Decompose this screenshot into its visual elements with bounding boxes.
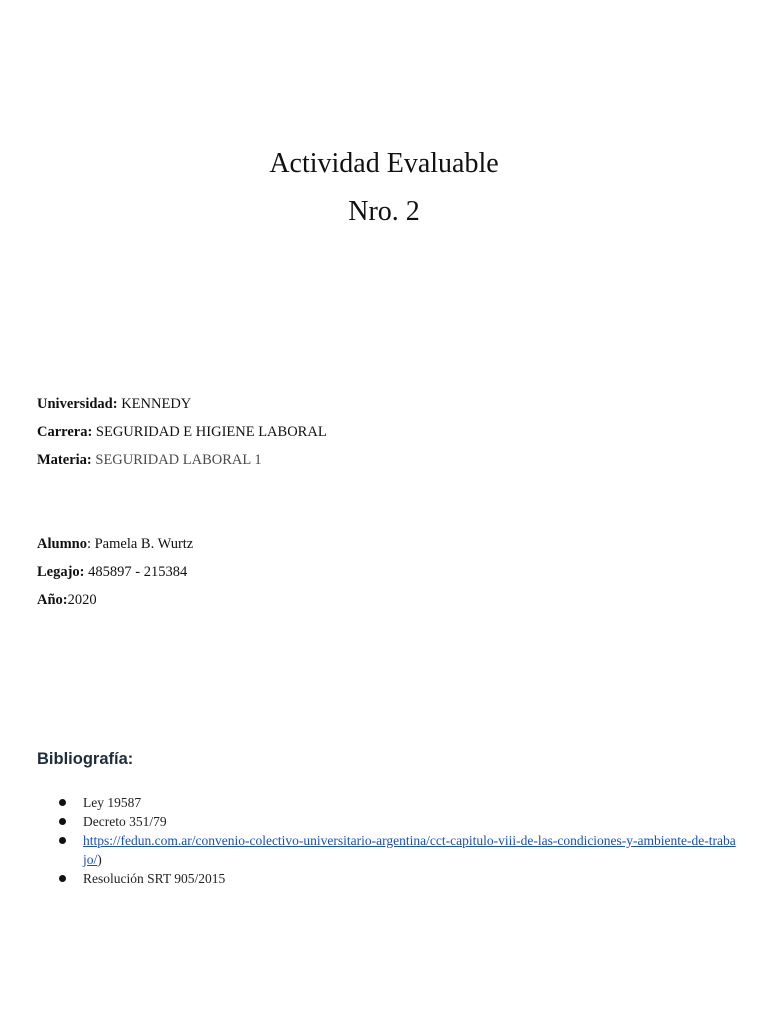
bullet-icon	[59, 837, 66, 844]
carrera-value: SEGURIDAD E HIGIENE LABORAL	[95, 424, 327, 440]
bibliografia-link-suffix: )	[97, 852, 102, 867]
alumno-label: Alumno	[37, 536, 87, 552]
bullet-icon	[59, 818, 66, 825]
legajo-label: Legajo:	[37, 564, 85, 580]
document-number: Nro. 2	[348, 196, 420, 227]
bibliografia-item-text: Decreto 351/79	[83, 814, 167, 829]
materia-label: Materia:	[37, 452, 92, 468]
list-item	[37, 869, 737, 888]
anio-row	[37, 586, 737, 614]
bibliografia-link[interactable]: https://fedun.com.ar/convenio-colectivo-universitario-argentina/cct-capitulo-viii-de-las-condiciones-y-ambiente-de-trabajo/	[83, 833, 736, 867]
list-item	[37, 812, 737, 831]
bibliografia-item-text: Ley 19587	[83, 795, 142, 810]
alumno-row	[37, 530, 737, 558]
bibliografia-list	[37, 793, 737, 888]
document-title: Actividad Evaluable	[269, 148, 499, 179]
materia-row	[37, 446, 737, 474]
alumno-value: : Pamela B. Wurtz	[86, 536, 194, 552]
anio-value: 2020	[67, 592, 97, 608]
bibliografia-item-text: Resolución SRT 905/2015	[83, 871, 226, 886]
universidad-value: KENNEDY	[121, 396, 192, 412]
anio-label: Año:	[37, 592, 68, 608]
student-info	[37, 530, 737, 614]
title-block	[0, 140, 768, 236]
bullet-icon	[59, 799, 66, 806]
bibliografia-heading: Bibliografía:	[37, 750, 134, 768]
carrera-label: Carrera:	[37, 424, 93, 440]
carrera-row	[37, 418, 737, 446]
legajo-row	[37, 558, 737, 586]
university-info	[37, 390, 737, 474]
materia-value: SEGURIDAD LABORAL 1	[95, 452, 262, 468]
universidad-label: Universidad:	[37, 396, 118, 412]
list-item	[37, 831, 737, 869]
legajo-value: 485897 - 215384	[88, 564, 188, 580]
universidad-row	[37, 390, 737, 418]
bullet-icon	[59, 875, 66, 882]
list-item	[37, 793, 737, 812]
